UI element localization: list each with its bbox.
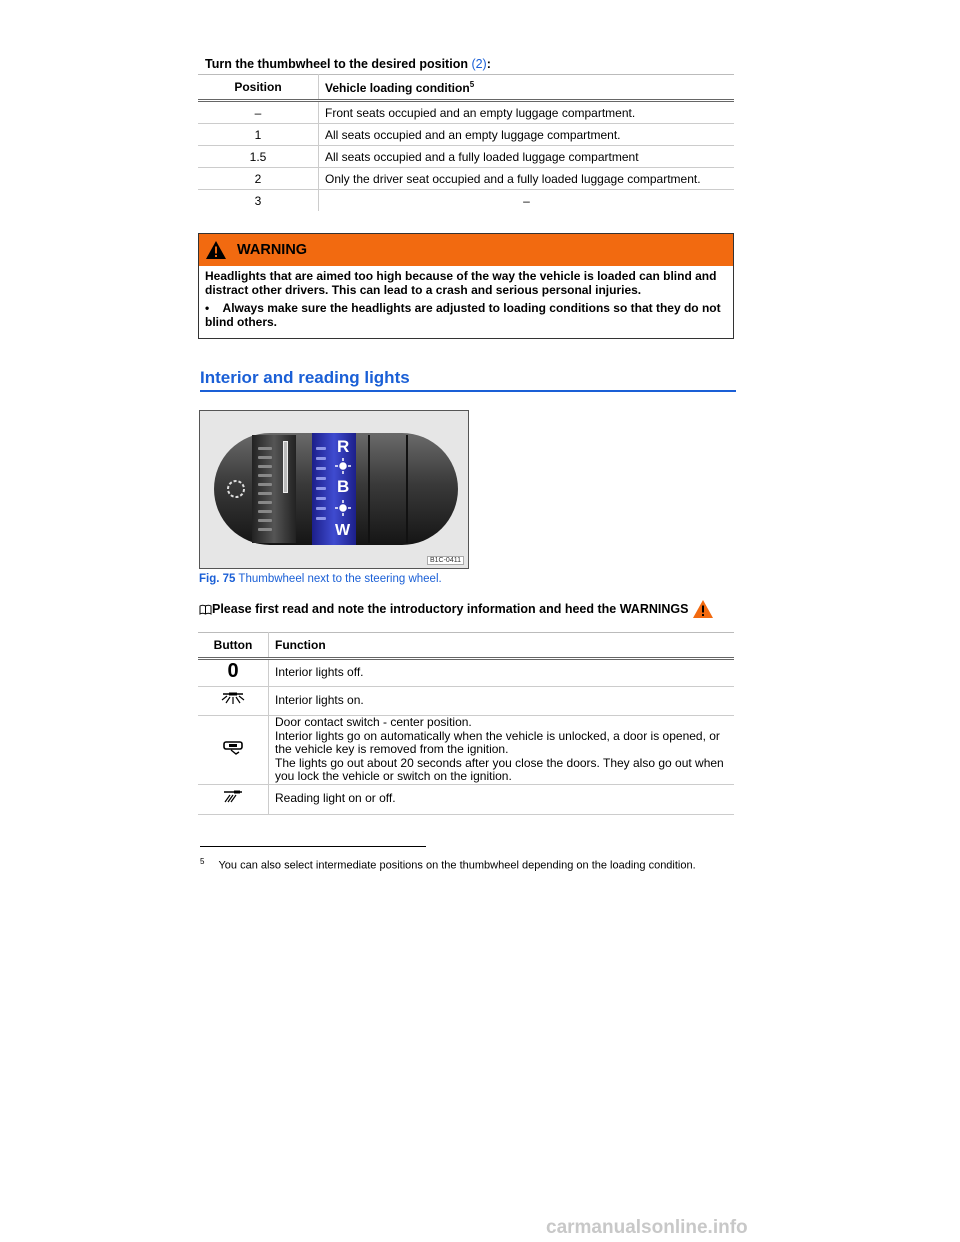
table-row: 1.5 All seats occupied and a fully loaded luggage compartment <box>198 146 734 168</box>
position-label-w: W <box>335 522 351 539</box>
header-function: Function <box>269 633 735 659</box>
position-label-b: B <box>337 477 350 496</box>
position-reference: (2) <box>471 57 487 71</box>
table-row: Interior lights on. <box>198 687 734 716</box>
table-row: Door contact switch - center position. Interior lights go on automatically when the vehicle is unlocked, a door is opened, or the vehicle key is removed from the ignition. The lights go out about 20 seconds after you close the doors. They also go out when you lock the vehicle or switch on the ignition. <box>198 716 734 785</box>
watermark: carmanualsonline.info <box>546 1217 748 1238</box>
table-row: 2 Only the driver seat occupied and a fully loaded luggage compartment. <box>198 168 734 190</box>
reading-light-icon <box>222 790 244 804</box>
warning-bullet: • Always make sure the headlights are adjusted to loading conditions so that they do not blind others. <box>205 301 721 329</box>
header-loading-condition: Vehicle loading condition$^5$ <box>319 75 735 101</box>
note-text: Please first read and note the introductory information and heed the WARNINGS <box>212 602 689 616</box>
warning-title: WARNING <box>237 242 308 258</box>
warning-triangle-icon <box>692 599 714 619</box>
button-function-table <box>198 632 734 815</box>
table-row: 3 – <box>198 190 734 212</box>
footnote-divider <box>200 846 426 847</box>
table-row: 0 Interior lights off. <box>198 659 734 687</box>
header-position: Position <box>198 75 319 101</box>
intro-instruction: Turn the thumbwheel to the desired position (2): <box>205 57 491 71</box>
header-button: Button <box>198 633 269 659</box>
figure-caption: Fig. 75 Thumbwheel next to the steering wheel. <box>199 573 442 585</box>
position-label-r: R <box>337 437 350 456</box>
table-row: Reading light on or off. <box>198 784 734 814</box>
door-contact-icon <box>222 740 244 756</box>
table-row: 1 All seats occupied and an empty luggage compartment. <box>198 124 734 146</box>
warning-text: Headlights that are aimed too high because of the way the vehicle is loaded can blind and distract other drivers. This can lead to a crash and serious personal injuries. <box>205 269 717 297</box>
warning-box <box>198 233 734 339</box>
section-title: Interior and reading lights <box>200 368 736 392</box>
book-icon <box>199 604 212 615</box>
zero-icon: 0 <box>198 659 269 687</box>
loading-position-table <box>198 74 734 211</box>
thumbwheel-figure <box>199 410 469 569</box>
table-row: – Front seats occupied and an empty luggage compartment. <box>198 101 734 124</box>
interior-light-on-icon <box>221 692 245 706</box>
warning-triangle-icon <box>205 240 227 260</box>
thumbwheel-illustration <box>200 411 468 568</box>
warning-header <box>199 234 733 266</box>
read-note <box>199 599 714 619</box>
footnote: $^5$ You can also select intermediate positions on the thumbwheel depending on the loading condition. <box>200 857 696 872</box>
figure-code: B1C-0411 <box>427 556 464 565</box>
